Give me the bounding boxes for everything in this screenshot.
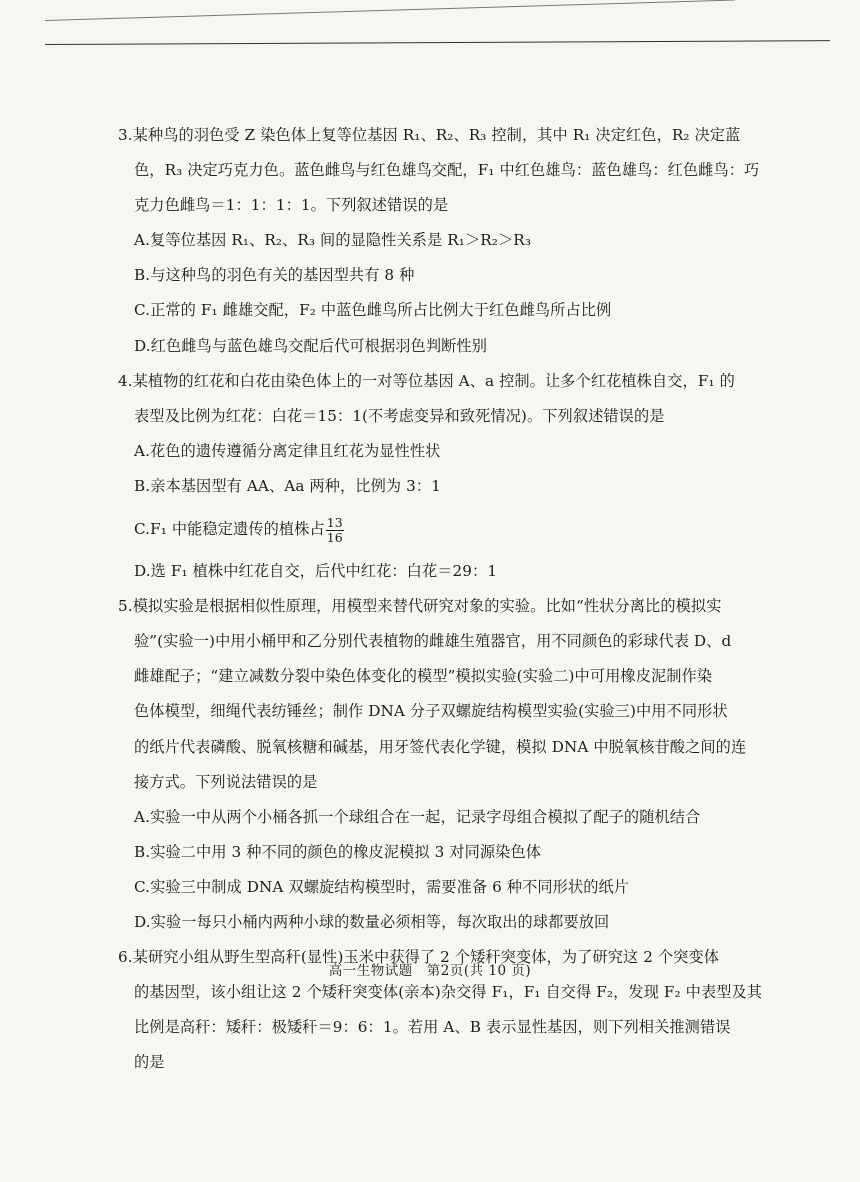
question-stem-line: 色，R₃ 决定巧克力色。蓝色雌鸟与红色雄鸟交配，F₁ 中红色雄鸟：蓝色雄鸟：红色雌鸟：巧	[134, 161, 760, 180]
option-b: B.与这种鸟的羽色有关的基因型共有 8 种	[134, 266, 415, 285]
option-c-text: C.F₁ 中能稳定遗传的植株占	[134, 520, 325, 539]
question-stem-line: 克力色雌鸟＝1：1：1：1。下列叙述错误的是	[134, 196, 449, 215]
option-c	[118, 504, 708, 554]
question-stem-line: 6.某研究小组从野生型高秆(显性)玉米中获得了 2 个矮秆突变体，为了研究这 2 个突变体	[118, 948, 720, 967]
header-rule-thin	[45, 0, 735, 21]
option-b: B.实验二中用 3 种不同的颜色的橡皮泥模拟 3 对同源染色体	[134, 842, 542, 861]
option-a: A.复等位基因 R₁、R₂、R₃ 间的显隐性关系是 R₁＞R₂＞R₃	[134, 231, 532, 250]
option-b: B.亲本基因型有 AA、Aa 两种，比例为 3：1	[134, 476, 441, 495]
question-stem-line: 5.模拟实验是根据相似性原理，用模型来替代研究对象的实验。比如“性状分离比的模拟实	[118, 597, 722, 616]
question-stem-line: 4.某植物的红花和白花由染色体上的一对等位基因 A、a 控制。让多个红花植株自交，F₁ 的	[118, 371, 735, 390]
question-stem-line: 接方式。下列说法错误的是	[134, 772, 318, 791]
question-3	[118, 118, 760, 364]
question-stem-line: 比例是高秆：矮秆：极矮秆＝9：6：1。若用 A、B 表示显性基因，则下列相关推测错误	[134, 1018, 731, 1037]
option-a: A.实验一中从两个小桶各抓一个球组合在一起，记录字母组合模拟了配子的随机结合	[134, 807, 701, 826]
question-stem-line: 的是	[134, 1053, 165, 1072]
fraction-denominator: 16	[326, 529, 343, 545]
page-footer: 高一生物试题 第2页(共 10 页)	[328, 963, 532, 979]
question-4	[118, 364, 735, 589]
option-d: D.实验一每只小桶内两种小球的数量必须相等，每次取出的球都要放回	[134, 912, 610, 931]
question-stem-line: 的纸片代表磷酸、脱氧核糖和碱基，用牙签代表化学键，模拟 DNA 中脱氧核苷酸之间的连	[134, 737, 747, 756]
fraction	[326, 516, 344, 545]
question-stem-line: 色体模型，细绳代表纺锤丝；制作 DNA 分子双螺旋结构模型实验(实验三)中用不同形状	[134, 702, 728, 721]
option-c: C.正常的 F₁ 雌雄交配，F₂ 中蓝色雌鸟所占比例大于红色雌鸟所占比例	[134, 301, 612, 320]
header-rule-thick	[45, 40, 830, 45]
option-d: D.选 F₁ 植株中红花自交，后代中红花：白花＝29：1	[134, 562, 498, 581]
option-d: D.红色雌鸟与蓝色雄鸟交配后代可根据羽色判断性别	[134, 336, 487, 355]
question-stem-line: 验”(实验一)中用小桶甲和乙分别代表植物的雌雄生殖器官，用不同颜色的彩球代表 D、d	[134, 632, 732, 651]
question-stem-line: 表型及比例为红花：白花＝15：1(不考虑变异和致死情况)。下列叙述错误的是	[134, 406, 665, 425]
fraction-numerator: 13	[326, 514, 343, 530]
option-c: C.实验三中制成 DNA 双螺旋结构模型时，需要准备 6 种不同形状的纸片	[134, 877, 630, 896]
question-stem-line: 3.某种鸟的羽色受 Z 染色体上复等位基因 R₁、R₂、R₃ 控制，其中 R₁ 决定红色，R₂ 决定蓝	[118, 126, 741, 144]
question-stem-line: 的基因型，该小组让这 2 个矮秆突变体(亲本)杂交得 F₁，F₁ 自交得 F₂，发现 F₂ 中表型及其	[134, 983, 763, 1002]
question-list	[118, 118, 763, 1080]
question-5	[118, 589, 747, 940]
question-stem-line: 雌雄配子；“建立减数分裂中染色体变化的模型”模拟实验(实验二)中可用橡皮泥制作染	[134, 667, 713, 686]
option-a: A.花色的遗传遵循分离定律且红花为显性性状	[134, 441, 441, 460]
